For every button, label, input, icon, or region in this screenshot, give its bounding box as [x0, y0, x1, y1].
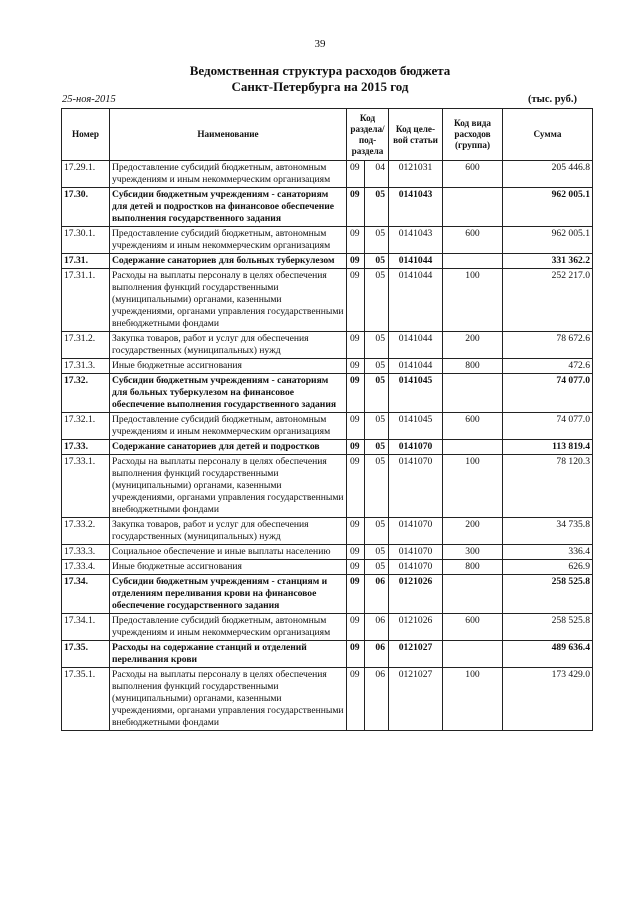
cell-target-code: 0141070 — [389, 560, 443, 575]
cell-amount: 258 525.8 — [503, 575, 593, 614]
cell-name: Содержание санаториев для больных туберкулезом — [110, 254, 347, 269]
cell-expense-type — [443, 575, 503, 614]
cell-section: 09 — [347, 560, 365, 575]
cell-name: Расходы на выплаты персоналу в целях обеспечения выполнения функций государственными (муниципальными) органами, казенными учреждениями, органами управления государственными внебюджетными фондами — [110, 269, 347, 332]
cell-number: 17.30.1. — [62, 227, 110, 254]
cell-section: 09 — [347, 440, 365, 455]
cell-subsection: 05 — [365, 188, 389, 227]
cell-subsection: 05 — [365, 413, 389, 440]
cell-name: Социальное обеспечение и иные выплаты населению — [110, 545, 347, 560]
cell-target-code: 0121027 — [389, 641, 443, 668]
cell-target-code: 0121026 — [389, 575, 443, 614]
cell-amount: 74 077.0 — [503, 413, 593, 440]
cell-subsection: 05 — [365, 269, 389, 332]
cell-section: 09 — [347, 374, 365, 413]
cell-target-code: 0141070 — [389, 455, 443, 518]
cell-subsection: 05 — [365, 545, 389, 560]
cell-subsection: 06 — [365, 641, 389, 668]
cell-target-code: 0141044 — [389, 332, 443, 359]
cell-subsection: 05 — [365, 518, 389, 545]
cell-target-code: 0121031 — [389, 161, 443, 188]
document-title — [0, 63, 640, 95]
header-expense-type-code: Код вида расходов (группа) — [443, 109, 503, 161]
cell-subsection: 06 — [365, 668, 389, 731]
header-amount: Сумма — [503, 109, 593, 161]
cell-section: 09 — [347, 254, 365, 269]
report-date: 25-ноя-2015 — [62, 94, 116, 105]
cell-number: 17.33.3. — [62, 545, 110, 560]
cell-expense-type: 800 — [443, 560, 503, 575]
cell-expense-type: 200 — [443, 518, 503, 545]
table-row — [62, 440, 593, 455]
cell-number: 17.31.1. — [62, 269, 110, 332]
cell-name: Расходы на содержание станций и отделений переливания крови — [110, 641, 347, 668]
cell-amount: 258 525.8 — [503, 614, 593, 641]
cell-expense-type: 100 — [443, 269, 503, 332]
cell-expense-type: 600 — [443, 161, 503, 188]
cell-target-code: 0121026 — [389, 614, 443, 641]
cell-expense-type — [443, 254, 503, 269]
budget-table — [61, 108, 593, 731]
header-number: Номер — [62, 109, 110, 161]
cell-target-code: 0141043 — [389, 188, 443, 227]
cell-subsection: 04 — [365, 161, 389, 188]
cell-name: Закупка товаров, работ и услуг для обеспечения государственных (муниципальных) нужд — [110, 518, 347, 545]
table-row — [62, 188, 593, 227]
cell-name: Иные бюджетные ассигнования — [110, 359, 347, 374]
cell-amount: 472.6 — [503, 359, 593, 374]
cell-amount: 252 217.0 — [503, 269, 593, 332]
title-line-2: Санкт-Петербурга на 2015 год — [231, 79, 409, 94]
cell-number: 17.32.1. — [62, 413, 110, 440]
cell-expense-type: 800 — [443, 359, 503, 374]
table-row — [62, 161, 593, 188]
table-row — [62, 560, 593, 575]
cell-name: Субсидии бюджетным учреждениям - санаториям для больных туберкулезом на финансовое обеспечение выполнения государственного задания — [110, 374, 347, 413]
header-section-code: Код раздела/ под-раздела — [347, 109, 389, 161]
cell-expense-type: 200 — [443, 332, 503, 359]
cell-name: Закупка товаров, работ и услуг для обеспечения государственных (муниципальных) нужд — [110, 332, 347, 359]
cell-name: Содержание санаториев для детей и подростков — [110, 440, 347, 455]
cell-amount: 78 120.3 — [503, 455, 593, 518]
cell-name: Предоставление субсидий бюджетным, автономным учреждениям и иным некоммерческим организациям — [110, 161, 347, 188]
cell-section: 09 — [347, 269, 365, 332]
cell-number: 17.31. — [62, 254, 110, 269]
cell-amount: 34 735.8 — [503, 518, 593, 545]
cell-number: 17.32. — [62, 374, 110, 413]
cell-expense-type: 600 — [443, 413, 503, 440]
table-row — [62, 641, 593, 668]
cell-subsection: 05 — [365, 227, 389, 254]
cell-number: 17.35.1. — [62, 668, 110, 731]
cell-amount: 626.9 — [503, 560, 593, 575]
table-row — [62, 227, 593, 254]
cell-amount: 962 005.1 — [503, 188, 593, 227]
cell-subsection: 05 — [365, 440, 389, 455]
header-name: Наименование — [110, 109, 347, 161]
cell-amount: 336.4 — [503, 545, 593, 560]
cell-amount: 331 362.2 — [503, 254, 593, 269]
cell-expense-type — [443, 374, 503, 413]
cell-number: 17.33.4. — [62, 560, 110, 575]
units-label: (тыс. руб.) — [528, 94, 577, 105]
table-row — [62, 575, 593, 614]
table-row — [62, 374, 593, 413]
cell-amount: 962 005.1 — [503, 227, 593, 254]
cell-section: 09 — [347, 359, 365, 374]
table-row — [62, 332, 593, 359]
cell-amount: 74 077.0 — [503, 374, 593, 413]
cell-target-code: 0121027 — [389, 668, 443, 731]
cell-number: 17.33.2. — [62, 518, 110, 545]
cell-target-code: 0141045 — [389, 374, 443, 413]
cell-section: 09 — [347, 455, 365, 518]
cell-number: 17.31.3. — [62, 359, 110, 374]
cell-section: 09 — [347, 518, 365, 545]
cell-number: 17.31.2. — [62, 332, 110, 359]
table-row — [62, 359, 593, 374]
cell-subsection: 05 — [365, 374, 389, 413]
cell-expense-type: 600 — [443, 614, 503, 641]
cell-section: 09 — [347, 668, 365, 731]
cell-name: Предоставление субсидий бюджетным, автономным учреждениям и иным некоммерческим организациям — [110, 413, 347, 440]
cell-number: 17.33.1. — [62, 455, 110, 518]
cell-expense-type: 100 — [443, 455, 503, 518]
cell-section: 09 — [347, 413, 365, 440]
cell-subsection: 05 — [365, 254, 389, 269]
cell-number: 17.35. — [62, 641, 110, 668]
cell-amount: 489 636.4 — [503, 641, 593, 668]
cell-target-code: 0141044 — [389, 254, 443, 269]
header-target-code: Код целе-вой статьи — [389, 109, 443, 161]
cell-target-code: 0141044 — [389, 359, 443, 374]
cell-target-code: 0141044 — [389, 269, 443, 332]
cell-name: Расходы на выплаты персоналу в целях обеспечения выполнения функций государственными (муниципальными) органами, казенными учреждениями, органами управления государственными внебюджетными фондами — [110, 455, 347, 518]
cell-subsection: 06 — [365, 614, 389, 641]
cell-name: Расходы на выплаты персоналу в целях обеспечения выполнения функций государственными (муниципальными) органами, казенными учреждениями, органами управления государственными внебюджетными фондами — [110, 668, 347, 731]
cell-target-code: 0141043 — [389, 227, 443, 254]
table-row — [62, 545, 593, 560]
cell-expense-type: 600 — [443, 227, 503, 254]
cell-name: Предоставление субсидий бюджетным, автономным учреждениям и иным некоммерческим организациям — [110, 227, 347, 254]
cell-expense-type — [443, 188, 503, 227]
cell-amount: 113 819.4 — [503, 440, 593, 455]
cell-subsection: 05 — [365, 332, 389, 359]
table-row — [62, 455, 593, 518]
cell-target-code: 0141070 — [389, 440, 443, 455]
table-row — [62, 413, 593, 440]
cell-number: 17.34.1. — [62, 614, 110, 641]
cell-expense-type: 300 — [443, 545, 503, 560]
cell-section: 09 — [347, 227, 365, 254]
cell-expense-type — [443, 641, 503, 668]
cell-subsection: 05 — [365, 560, 389, 575]
table-row — [62, 269, 593, 332]
cell-name: Субсидии бюджетным учреждениям - станциям и отделениям переливания крови на финансовое обеспечение государственного задания — [110, 575, 347, 614]
cell-section: 09 — [347, 332, 365, 359]
table-row — [62, 668, 593, 731]
cell-subsection: 05 — [365, 455, 389, 518]
cell-name: Иные бюджетные ассигнования — [110, 560, 347, 575]
cell-number: 17.33. — [62, 440, 110, 455]
cell-number: 17.34. — [62, 575, 110, 614]
cell-section: 09 — [347, 545, 365, 560]
cell-number: 17.30. — [62, 188, 110, 227]
cell-target-code: 0141045 — [389, 413, 443, 440]
table-row — [62, 254, 593, 269]
cell-section: 09 — [347, 614, 365, 641]
page-number: 39 — [314, 38, 326, 50]
cell-subsection: 05 — [365, 359, 389, 374]
cell-section: 09 — [347, 641, 365, 668]
cell-expense-type — [443, 440, 503, 455]
title-line-1: Ведомственная структура расходов бюджета — [189, 63, 451, 78]
table-row — [62, 518, 593, 545]
cell-name: Субсидии бюджетным учреждениям - санаториям для детей и подростков на финансовое обеспечение выполнения государственного задания — [110, 188, 347, 227]
cell-section: 09 — [347, 188, 365, 227]
cell-section: 09 — [347, 161, 365, 188]
table-row — [62, 614, 593, 641]
cell-amount: 78 672.6 — [503, 332, 593, 359]
cell-subsection: 06 — [365, 575, 389, 614]
cell-amount: 173 429.0 — [503, 668, 593, 731]
cell-target-code: 0141070 — [389, 545, 443, 560]
cell-amount: 205 446.8 — [503, 161, 593, 188]
cell-name: Предоставление субсидий бюджетным, автономным учреждениям и иным некоммерческим организациям — [110, 614, 347, 641]
cell-expense-type: 100 — [443, 668, 503, 731]
cell-section: 09 — [347, 575, 365, 614]
cell-target-code: 0141070 — [389, 518, 443, 545]
cell-number: 17.29.1. — [62, 161, 110, 188]
